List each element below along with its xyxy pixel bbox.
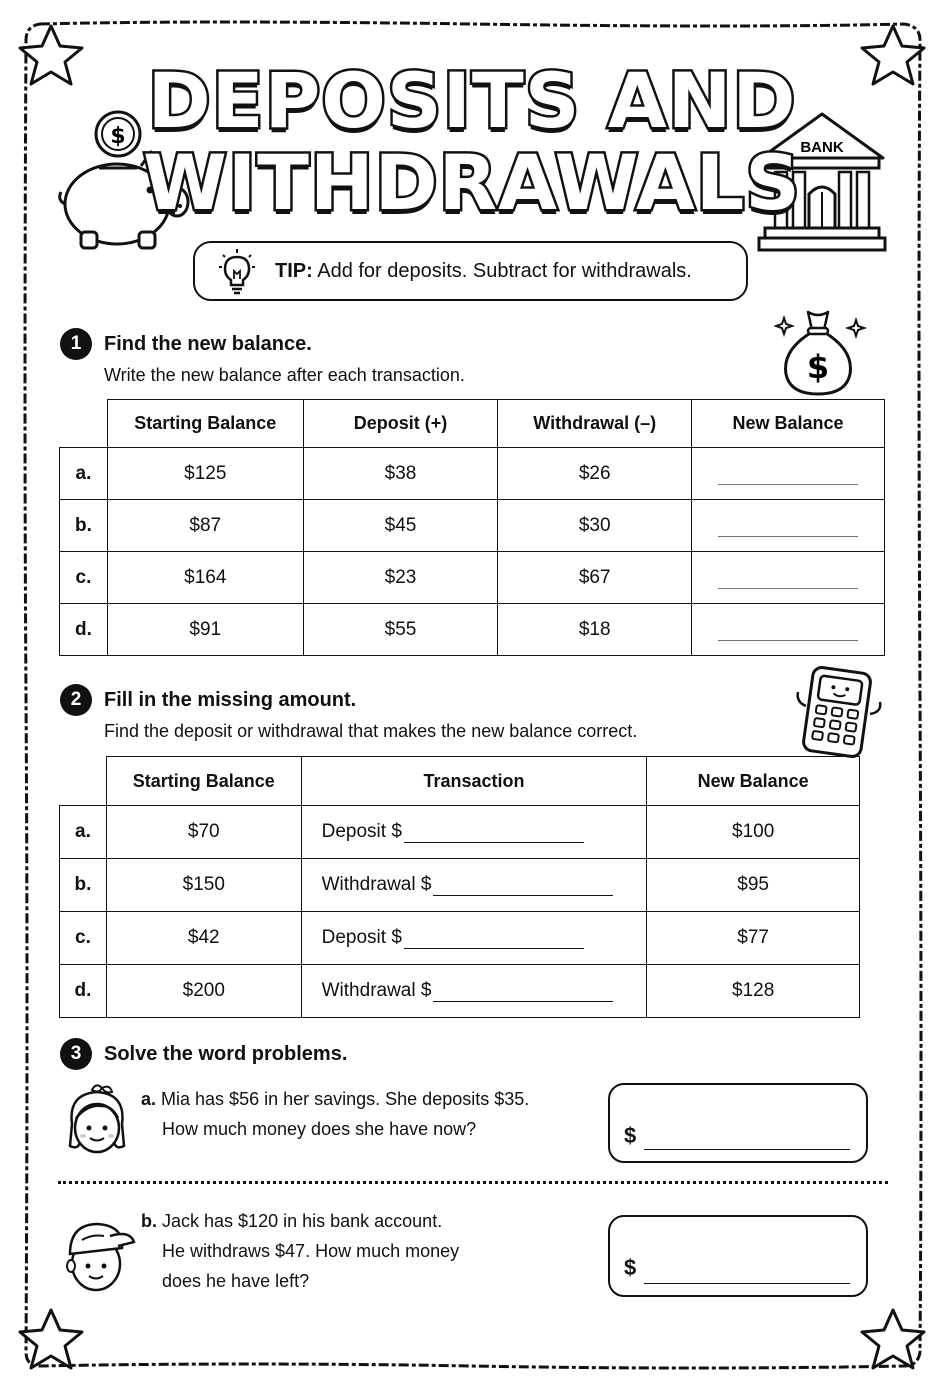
problem-label: a. <box>141 1089 157 1109</box>
withdrawal-cell: $18 <box>498 604 692 656</box>
col-header-new-balance: New Balance <box>647 757 860 806</box>
withdrawal-cell: $26 <box>498 448 692 500</box>
row-label: a. <box>60 448 108 500</box>
answer-blank[interactable] <box>718 618 858 641</box>
answer-blank[interactable] <box>718 462 858 485</box>
starting-balance-cell: $200 <box>106 965 301 1018</box>
section2-table <box>59 756 860 1018</box>
worksheet-title-line2: WITHDRAWALS <box>143 138 801 227</box>
star-icon <box>16 1306 86 1372</box>
starting-balance-cell: $150 <box>106 859 301 912</box>
word-problem-a <box>141 1084 529 1144</box>
transaction-cell <box>301 912 647 965</box>
row-label: b. <box>60 859 107 912</box>
transaction-label: Withdrawal $ <box>321 874 432 895</box>
answer-blank[interactable] <box>433 981 613 1002</box>
new-balance-cell: $100 <box>647 806 860 859</box>
row-label: a. <box>60 806 107 859</box>
transaction-label: Withdrawal $ <box>321 980 432 1001</box>
section1-title: Find the new balance. <box>104 333 312 355</box>
new-balance-cell: $95 <box>647 859 860 912</box>
section1-number: 1 <box>60 328 92 360</box>
transaction-cell <box>301 859 647 912</box>
new-balance-cell <box>692 604 885 656</box>
girl-face-icon <box>58 1084 136 1160</box>
row-label: d. <box>60 604 108 656</box>
col-header-starting-balance: Starting Balance <box>106 757 301 806</box>
answer-box[interactable] <box>608 1215 868 1297</box>
row-label: c. <box>60 552 108 604</box>
deposit-cell: $45 <box>303 500 498 552</box>
transaction-label: Deposit $ <box>321 927 402 948</box>
section2-title: Fill in the missing amount. <box>104 689 357 711</box>
starting-balance-cell: $87 <box>107 500 303 552</box>
table-corner <box>60 757 107 806</box>
section2-subtitle: Find the deposit or withdrawal that makes the new balance correct. <box>104 721 638 741</box>
row-label: d. <box>60 965 107 1018</box>
tip-label: TIP: <box>275 260 313 282</box>
starting-balance-cell: $42 <box>106 912 301 965</box>
table-row <box>60 965 860 1018</box>
new-balance-cell <box>692 552 885 604</box>
answer-box[interactable] <box>608 1083 868 1163</box>
section3-title: Solve the word problems. <box>104 1043 348 1065</box>
svg-text:$: $ <box>806 348 830 386</box>
new-balance-cell: $77 <box>647 912 860 965</box>
lightbulb-icon <box>215 249 259 295</box>
section2-number: 2 <box>60 684 92 716</box>
table-row <box>60 912 860 965</box>
bank-label: BANK <box>800 139 844 156</box>
section3-number: 3 <box>60 1038 92 1070</box>
answer-blank[interactable] <box>404 822 584 843</box>
section1-table <box>59 399 885 656</box>
answer-blank[interactable] <box>718 566 858 589</box>
tip-message: Add for deposits. Subtract for withdrawals. <box>312 260 692 282</box>
table-row <box>60 448 885 500</box>
transaction-label: Deposit $ <box>321 821 402 842</box>
problem-label: b. <box>141 1211 157 1231</box>
star-icon <box>858 1306 928 1372</box>
boy-face-icon <box>58 1214 138 1296</box>
word-problem-b <box>141 1206 459 1296</box>
dotted-divider <box>58 1181 888 1184</box>
withdrawal-cell: $30 <box>498 500 692 552</box>
col-header-transaction: Transaction <box>301 757 647 806</box>
starting-balance-cell: $164 <box>107 552 303 604</box>
table-row <box>60 806 860 859</box>
dollar-sign: $ <box>624 1123 637 1148</box>
new-balance-cell <box>692 500 885 552</box>
new-balance-cell: $128 <box>647 965 860 1018</box>
table-row <box>60 859 860 912</box>
col-header-new-balance: New Balance <box>692 400 885 448</box>
col-header-starting-balance: Starting Balance <box>107 400 303 448</box>
answer-blank[interactable] <box>644 1259 850 1284</box>
starting-balance-cell: $70 <box>106 806 301 859</box>
answer-blank[interactable] <box>433 875 613 896</box>
col-header-deposit: Deposit (+) <box>303 400 498 448</box>
row-label: c. <box>60 912 107 965</box>
problem-text: Jack has $120 in his bank account. <box>162 1211 443 1231</box>
tip-box <box>193 241 748 301</box>
money-bag-icon <box>774 306 868 398</box>
table-row <box>60 552 885 604</box>
tip-text <box>275 260 692 283</box>
dollar-sign: $ <box>624 1255 637 1280</box>
starting-balance-cell: $91 <box>107 604 303 656</box>
problem-text: How much money does she have now? <box>162 1119 477 1139</box>
table-header-row <box>60 757 860 806</box>
table-row <box>60 604 885 656</box>
problem-text: He withdraws $47. How much money <box>162 1241 460 1261</box>
starting-balance-cell: $125 <box>107 448 303 500</box>
problem-text: does he have left? <box>162 1271 310 1291</box>
col-header-withdrawal: Withdrawal (–) <box>498 400 692 448</box>
deposit-cell: $55 <box>303 604 498 656</box>
answer-blank[interactable] <box>404 928 584 949</box>
transaction-cell <box>301 965 647 1018</box>
transaction-cell <box>301 806 647 859</box>
section1-subtitle: Write the new balance after each transaction. <box>104 365 465 385</box>
table-row <box>60 500 885 552</box>
worksheet-title-line1: DEPOSITS AND <box>147 56 797 145</box>
new-balance-cell <box>692 448 885 500</box>
answer-blank[interactable] <box>644 1125 850 1150</box>
deposit-cell: $23 <box>303 552 498 604</box>
calculator-icon <box>790 666 886 758</box>
deposit-cell: $38 <box>303 448 498 500</box>
row-label: b. <box>60 500 108 552</box>
answer-blank[interactable] <box>718 514 858 537</box>
withdrawal-cell: $67 <box>498 552 692 604</box>
table-header-row <box>60 400 885 448</box>
table-corner <box>60 400 108 448</box>
svg-text:$: $ <box>110 124 126 149</box>
problem-text: Mia has $56 in her savings. She deposits $35. <box>161 1089 530 1109</box>
